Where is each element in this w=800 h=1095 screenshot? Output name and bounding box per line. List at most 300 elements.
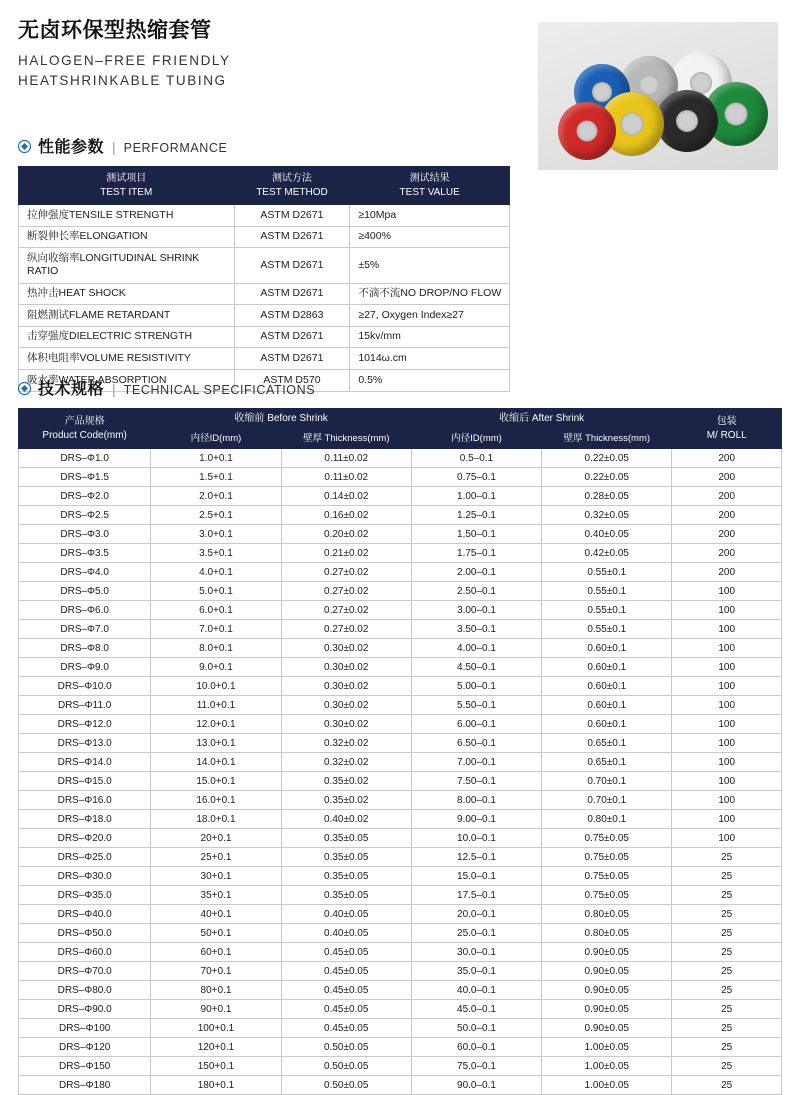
cell-product-code: DRS–Φ80.0 xyxy=(19,981,151,1000)
cell-after-id: 8.00–0.1 xyxy=(411,791,541,810)
table-row xyxy=(19,449,782,468)
cell-packing: 100 xyxy=(672,829,782,848)
cell-after-id: 4.50–0.1 xyxy=(411,658,541,677)
table-row xyxy=(19,248,510,283)
cell-before-id: 20+0.1 xyxy=(151,829,281,848)
cell-after-id: 0.5–0.1 xyxy=(411,449,541,468)
cell-product-code: DRS–Φ6.0 xyxy=(19,601,151,620)
page-title-en-line1: HALOGEN–FREE FRIENDLY xyxy=(18,53,231,69)
cell-product-code: DRS–Φ180 xyxy=(19,1076,151,1095)
cell-before-id: 35+0.1 xyxy=(151,886,281,905)
cell-after-id: 90.0–0.1 xyxy=(411,1076,541,1095)
table-row xyxy=(19,205,510,227)
product-photo-background xyxy=(538,22,778,170)
cell-test-method: ASTM D570 xyxy=(234,370,350,392)
performance-table xyxy=(18,166,510,392)
table-row xyxy=(19,639,782,658)
cell-packing: 25 xyxy=(672,867,782,886)
cell-product-code: DRS–Φ11.0 xyxy=(19,696,151,715)
cell-product-code: DRS–Φ5.0 xyxy=(19,582,151,601)
performance-section xyxy=(18,134,510,392)
cell-after-thickness: 0.70±0.1 xyxy=(542,772,672,791)
cell-after-thickness: 0.55±0.1 xyxy=(542,563,672,582)
cell-product-code: DRS–Φ16.0 xyxy=(19,791,151,810)
cell-after-id: 25.0–0.1 xyxy=(411,924,541,943)
perf-header-item xyxy=(19,167,235,205)
cell-before-thickness: 0.45±0.05 xyxy=(281,943,411,962)
cell-product-code: DRS–Φ13.0 xyxy=(19,734,151,753)
performance-title-en: PERFORMANCE xyxy=(123,141,228,155)
cell-before-id: 15.0+0.1 xyxy=(151,772,281,791)
cell-before-thickness: 0.30±0.02 xyxy=(281,677,411,696)
cell-after-id: 50.0–0.1 xyxy=(411,1019,541,1038)
cell-product-code: DRS–Φ35.0 xyxy=(19,886,151,905)
cell-after-thickness: 0.75±0.05 xyxy=(542,848,672,867)
cell-after-id: 10.0–0.1 xyxy=(411,829,541,848)
cell-before-id: 60+0.1 xyxy=(151,943,281,962)
table-row xyxy=(19,1019,782,1038)
cell-after-id: 3.50–0.1 xyxy=(411,620,541,639)
cell-packing: 100 xyxy=(672,601,782,620)
cell-packing: 25 xyxy=(672,1019,782,1038)
cell-packing: 200 xyxy=(672,563,782,582)
cell-packing: 100 xyxy=(672,677,782,696)
cell-after-id: 6.00–0.1 xyxy=(411,715,541,734)
cell-after-id: 5.00–0.1 xyxy=(411,677,541,696)
cell-before-id: 2.0+0.1 xyxy=(151,487,281,506)
cell-after-thickness: 0.90±0.05 xyxy=(542,1000,672,1019)
cell-product-code: DRS–Φ10.0 xyxy=(19,677,151,696)
roll-red xyxy=(558,102,616,160)
perf-header-method xyxy=(234,167,350,205)
perf-header-value-cn: 测试结果 xyxy=(409,173,450,184)
cell-after-id: 7.00–0.1 xyxy=(411,753,541,772)
table-row xyxy=(19,305,510,327)
cell-after-thickness: 0.55±0.1 xyxy=(542,620,672,639)
cell-before-id: 7.0+0.1 xyxy=(151,620,281,639)
cell-packing: 100 xyxy=(672,639,782,658)
cell-after-thickness: 0.90±0.05 xyxy=(542,962,672,981)
cell-before-id: 120+0.1 xyxy=(151,1038,281,1057)
cell-product-code: DRS–Φ8.0 xyxy=(19,639,151,658)
table-header-row xyxy=(19,167,510,205)
table-row xyxy=(19,326,510,348)
cell-before-thickness: 0.27±0.02 xyxy=(281,582,411,601)
table-row xyxy=(19,348,510,370)
cell-product-code: DRS–Φ90.0 xyxy=(19,1000,151,1019)
perf-header-value xyxy=(350,167,510,205)
cell-test-item: 纵向收缩率LONGITUDINAL SHRINK RATIO xyxy=(19,248,235,283)
table-row xyxy=(19,772,782,791)
cell-after-id: 12.5–0.1 xyxy=(411,848,541,867)
cell-before-id: 3.0+0.1 xyxy=(151,525,281,544)
cell-test-method: ASTM D2671 xyxy=(234,326,350,348)
cell-product-code: DRS–Φ2.5 xyxy=(19,506,151,525)
table-row xyxy=(19,924,782,943)
specifications-table xyxy=(18,408,782,1095)
cell-after-id: 5.50–0.1 xyxy=(411,696,541,715)
table-row xyxy=(19,962,782,981)
cell-product-code: DRS–Φ14.0 xyxy=(19,753,151,772)
table-row xyxy=(19,943,782,962)
cell-after-id: 6.50–0.1 xyxy=(411,734,541,753)
cell-packing: 25 xyxy=(672,924,782,943)
spec-header-before-shrink-cn: 收缩前 xyxy=(234,413,265,424)
cell-after-thickness: 0.22±0.05 xyxy=(542,449,672,468)
cell-after-thickness: 1.00±0.05 xyxy=(542,1038,672,1057)
table-row xyxy=(19,981,782,1000)
cell-after-thickness: 0.60±0.1 xyxy=(542,639,672,658)
cell-product-code: DRS–Φ40.0 xyxy=(19,905,151,924)
cell-before-thickness: 0.21±0.02 xyxy=(281,544,411,563)
cell-after-thickness: 0.80±0.05 xyxy=(542,924,672,943)
cell-before-thickness: 0.14±0.02 xyxy=(281,487,411,506)
table-row xyxy=(19,867,782,886)
cell-after-thickness: 0.75±0.05 xyxy=(542,886,672,905)
cell-packing: 100 xyxy=(672,620,782,639)
spec-header-product-code-cn: 产品规格 xyxy=(64,416,105,428)
cell-packing: 25 xyxy=(672,1057,782,1076)
cell-product-code: DRS–Φ70.0 xyxy=(19,962,151,981)
cell-product-code: DRS–Φ100 xyxy=(19,1019,151,1038)
cell-after-id: 1.50–0.1 xyxy=(411,525,541,544)
cell-test-method: ASTM D2671 xyxy=(234,283,350,305)
cell-after-thickness: 0.40±0.05 xyxy=(542,525,672,544)
cell-product-code: DRS–Φ18.0 xyxy=(19,810,151,829)
cell-before-id: 14.0+0.1 xyxy=(151,753,281,772)
cell-product-code: DRS–Φ20.0 xyxy=(19,829,151,848)
table-row xyxy=(19,905,782,924)
cell-after-thickness: 0.60±0.1 xyxy=(542,715,672,734)
cell-before-thickness: 0.20±0.02 xyxy=(281,525,411,544)
cell-before-thickness: 0.32±0.02 xyxy=(281,734,411,753)
cell-after-thickness: 0.32±0.05 xyxy=(542,506,672,525)
cell-test-item: 热冲击HEAT SHOCK xyxy=(19,283,235,305)
cell-after-thickness: 0.55±0.1 xyxy=(542,582,672,601)
performance-table-body xyxy=(19,205,510,392)
table-row xyxy=(19,506,782,525)
cell-packing: 200 xyxy=(672,468,782,487)
cell-before-thickness: 0.11±0.02 xyxy=(281,468,411,487)
cell-before-thickness: 0.35±0.02 xyxy=(281,772,411,791)
cell-before-id: 10.0+0.1 xyxy=(151,677,281,696)
cell-after-thickness: 0.90±0.05 xyxy=(542,981,672,1000)
cell-before-thickness: 0.50±0.05 xyxy=(281,1076,411,1095)
perf-header-method-cn: 测试方法 xyxy=(271,173,312,184)
cell-after-thickness: 0.90±0.05 xyxy=(542,1019,672,1038)
cell-before-thickness: 0.30±0.02 xyxy=(281,715,411,734)
cell-after-id: 45.0–0.1 xyxy=(411,1000,541,1019)
cell-before-id: 1.0+0.1 xyxy=(151,449,281,468)
performance-section-title xyxy=(18,134,510,157)
page-title-cn: 无卤环保型热缩套管 xyxy=(18,19,212,42)
cell-before-id: 2.5+0.1 xyxy=(151,506,281,525)
cell-packing: 200 xyxy=(672,506,782,525)
cell-product-code: DRS–Φ1.0 xyxy=(19,449,151,468)
cell-before-thickness: 0.32±0.02 xyxy=(281,753,411,772)
cell-test-item: 击穿强度DIELECTRIC STRENGTH xyxy=(19,326,235,348)
table-row xyxy=(19,734,782,753)
cell-test-item: 断裂伸长率ELONGATION xyxy=(19,226,235,248)
cell-packing: 25 xyxy=(672,943,782,962)
spec-header-before-shrink-en: Before Shrink xyxy=(267,413,328,424)
cell-before-id: 6.0+0.1 xyxy=(151,601,281,620)
cell-after-id: 3.00–0.1 xyxy=(411,601,541,620)
page-title-en xyxy=(18,51,518,90)
cell-after-thickness: 0.60±0.1 xyxy=(542,677,672,696)
table-row xyxy=(19,848,782,867)
cell-before-thickness: 0.45±0.05 xyxy=(281,1019,411,1038)
performance-title-separator: | xyxy=(112,139,116,155)
cell-before-thickness: 0.27±0.02 xyxy=(281,563,411,582)
cell-after-id: 20.0–0.1 xyxy=(411,905,541,924)
cell-before-id: 100+0.1 xyxy=(151,1019,281,1038)
cell-before-thickness: 0.50±0.05 xyxy=(281,1038,411,1057)
page-title-en-line2: HEATSHRINKABLE TUBING xyxy=(18,72,227,88)
cell-after-thickness: 0.60±0.1 xyxy=(542,696,672,715)
cell-after-id: 75.0–0.1 xyxy=(411,1057,541,1076)
spec-subheader-before-thickness: 壁厚 Thickness(mm) xyxy=(281,429,411,449)
cell-after-id: 60.0–0.1 xyxy=(411,1038,541,1057)
cell-packing: 25 xyxy=(672,1076,782,1095)
cell-after-thickness: 0.28±0.05 xyxy=(542,487,672,506)
cell-after-id: 0.75–0.1 xyxy=(411,468,541,487)
cell-test-value: ≥10Mpa xyxy=(350,205,510,227)
cell-before-thickness: 0.40±0.05 xyxy=(281,905,411,924)
cell-after-id: 2.00–0.1 xyxy=(411,563,541,582)
cell-before-id: 16.0+0.1 xyxy=(151,791,281,810)
spec-header-after-shrink-en: After Shrink xyxy=(531,413,585,424)
cell-after-thickness: 0.70±0.1 xyxy=(542,791,672,810)
table-row xyxy=(19,563,782,582)
cell-product-code: DRS–Φ2.0 xyxy=(19,487,151,506)
cell-after-id: 7.50–0.1 xyxy=(411,772,541,791)
cell-packing: 200 xyxy=(672,525,782,544)
table-row xyxy=(19,1076,782,1095)
cell-before-thickness: 0.11±0.02 xyxy=(281,449,411,468)
cell-after-thickness: 0.75±0.05 xyxy=(542,867,672,886)
cell-before-id: 18.0+0.1 xyxy=(151,810,281,829)
cell-before-id: 3.5+0.1 xyxy=(151,544,281,563)
cell-after-thickness: 1.00±0.05 xyxy=(542,1057,672,1076)
technical-title-en: TECHNICAL SPECIFICATIONS xyxy=(123,383,316,397)
specifications-table-body xyxy=(19,449,782,1095)
diamond-arrow-icon xyxy=(18,140,31,153)
spec-header-after-shrink xyxy=(411,409,672,430)
table-row xyxy=(19,658,782,677)
cell-product-code: DRS–Φ1.5 xyxy=(19,468,151,487)
performance-title-cn: 性能参数 xyxy=(38,139,105,156)
cell-packing: 100 xyxy=(672,772,782,791)
cell-before-id: 11.0+0.1 xyxy=(151,696,281,715)
cell-product-code: DRS–Φ12.0 xyxy=(19,715,151,734)
cell-test-value: 15kv/mm xyxy=(350,326,510,348)
spec-subheader-after-thickness: 壁厚 Thickness(mm) xyxy=(542,429,672,449)
cell-after-id: 30.0–0.1 xyxy=(411,943,541,962)
table-row xyxy=(19,544,782,563)
cell-packing: 100 xyxy=(672,753,782,772)
cell-after-thickness: 0.65±0.1 xyxy=(542,734,672,753)
cell-product-code: DRS–Φ4.0 xyxy=(19,563,151,582)
cell-test-value: ≥400% xyxy=(350,226,510,248)
cell-before-thickness: 0.30±0.02 xyxy=(281,658,411,677)
cell-before-id: 70+0.1 xyxy=(151,962,281,981)
cell-before-thickness: 0.35±0.02 xyxy=(281,791,411,810)
cell-product-code: DRS–Φ9.0 xyxy=(19,658,151,677)
cell-before-thickness: 0.50±0.05 xyxy=(281,1057,411,1076)
cell-after-thickness: 0.90±0.05 xyxy=(542,943,672,962)
table-row xyxy=(19,468,782,487)
cell-after-id: 2.50–0.1 xyxy=(411,582,541,601)
cell-product-code: DRS–Φ7.0 xyxy=(19,620,151,639)
cell-before-id: 5.0+0.1 xyxy=(151,582,281,601)
cell-before-thickness: 0.40±0.02 xyxy=(281,810,411,829)
table-row xyxy=(19,226,510,248)
cell-before-thickness: 0.45±0.05 xyxy=(281,1000,411,1019)
diamond-arrow-icon xyxy=(18,382,31,395)
spec-header-packing-en: M/ ROLL xyxy=(706,429,747,441)
table-row xyxy=(19,677,782,696)
cell-before-thickness: 0.45±0.05 xyxy=(281,981,411,1000)
cell-before-id: 80+0.1 xyxy=(151,981,281,1000)
table-row xyxy=(19,1057,782,1076)
cell-packing: 200 xyxy=(672,487,782,506)
cell-product-code: DRS–Φ50.0 xyxy=(19,924,151,943)
cell-after-thickness: 0.60±0.1 xyxy=(542,658,672,677)
perf-header-item-en: TEST ITEM xyxy=(100,186,153,198)
cell-before-id: 9.0+0.1 xyxy=(151,658,281,677)
cell-before-id: 12.0+0.1 xyxy=(151,715,281,734)
cell-test-value: 0.5% xyxy=(350,370,510,392)
cell-test-value: 1014ω.cm xyxy=(350,348,510,370)
cell-packing: 100 xyxy=(672,658,782,677)
spec-header-before-shrink xyxy=(151,409,412,430)
cell-packing: 25 xyxy=(672,905,782,924)
technical-title-cn: 技术规格 xyxy=(38,381,105,398)
table-row xyxy=(19,696,782,715)
cell-before-id: 150+0.1 xyxy=(151,1057,281,1076)
cell-test-method: ASTM D2671 xyxy=(234,248,350,283)
table-row xyxy=(19,487,782,506)
roll-black xyxy=(656,90,718,152)
cell-product-code: DRS–Φ30.0 xyxy=(19,867,151,886)
cell-packing: 25 xyxy=(672,962,782,981)
cell-before-thickness: 0.35±0.05 xyxy=(281,848,411,867)
cell-before-thickness: 0.45±0.05 xyxy=(281,962,411,981)
cell-test-value: 不滴不流NO DROP/NO FLOW xyxy=(350,283,510,305)
cell-after-thickness: 0.80±0.1 xyxy=(542,810,672,829)
cell-after-id: 4.00–0.1 xyxy=(411,639,541,658)
cell-test-item: 体积电阻率VOLUME RESISTIVITY xyxy=(19,348,235,370)
cell-after-thickness: 0.80±0.05 xyxy=(542,905,672,924)
cell-after-thickness: 0.65±0.1 xyxy=(542,753,672,772)
cell-after-id: 40.0–0.1 xyxy=(411,981,541,1000)
page-header xyxy=(18,18,518,90)
spec-header-after-shrink-cn: 收缩后 xyxy=(499,413,530,424)
spec-subheader-before-id: 内径ID(mm) xyxy=(151,429,281,449)
table-header-row-groups xyxy=(19,409,782,430)
cell-packing: 100 xyxy=(672,734,782,753)
cell-after-id: 17.5–0.1 xyxy=(411,886,541,905)
cell-before-id: 30+0.1 xyxy=(151,867,281,886)
table-row xyxy=(19,620,782,639)
cell-test-item: 吸水率WATER ABSORPTION xyxy=(19,370,235,392)
cell-packing: 100 xyxy=(672,582,782,601)
cell-after-id: 1.25–0.1 xyxy=(411,506,541,525)
cell-before-id: 8.0+0.1 xyxy=(151,639,281,658)
cell-packing: 25 xyxy=(672,981,782,1000)
cell-packing: 25 xyxy=(672,1000,782,1019)
table-row xyxy=(19,525,782,544)
spec-header-product-code xyxy=(19,409,151,449)
cell-test-method: ASTM D2671 xyxy=(234,205,350,227)
cell-packing: 25 xyxy=(672,886,782,905)
cell-after-id: 1.75–0.1 xyxy=(411,544,541,563)
cell-packing: 25 xyxy=(672,848,782,867)
spec-subheader-after-id: 内径ID(mm) xyxy=(411,429,541,449)
cell-before-id: 90+0.1 xyxy=(151,1000,281,1019)
table-row xyxy=(19,753,782,772)
cell-before-thickness: 0.27±0.02 xyxy=(281,620,411,639)
cell-before-id: 4.0+0.1 xyxy=(151,563,281,582)
cell-before-thickness: 0.30±0.02 xyxy=(281,639,411,658)
cell-packing: 100 xyxy=(672,810,782,829)
cell-before-thickness: 0.35±0.05 xyxy=(281,829,411,848)
table-row xyxy=(19,1038,782,1057)
technical-section-title xyxy=(18,376,782,399)
cell-test-method: ASTM D2863 xyxy=(234,305,350,327)
cell-after-id: 35.0–0.1 xyxy=(411,962,541,981)
table-row xyxy=(19,810,782,829)
cell-before-id: 13.0+0.1 xyxy=(151,734,281,753)
cell-packing: 100 xyxy=(672,696,782,715)
cell-before-thickness: 0.30±0.02 xyxy=(281,696,411,715)
product-photo xyxy=(538,22,778,170)
spec-header-product-code-en: Product Code(mm) xyxy=(42,429,127,441)
technical-title-separator: | xyxy=(112,381,116,397)
cell-packing: 200 xyxy=(672,544,782,563)
cell-after-id: 15.0–0.1 xyxy=(411,867,541,886)
table-row xyxy=(19,601,782,620)
table-row xyxy=(19,886,782,905)
table-row xyxy=(19,829,782,848)
cell-before-thickness: 0.35±0.05 xyxy=(281,886,411,905)
cell-after-thickness: 0.22±0.05 xyxy=(542,468,672,487)
table-row xyxy=(19,1000,782,1019)
cell-product-code: DRS–Φ60.0 xyxy=(19,943,151,962)
spec-header-packing-cn: 包装 xyxy=(716,416,737,428)
cell-before-thickness: 0.40±0.05 xyxy=(281,924,411,943)
cell-packing: 100 xyxy=(672,715,782,734)
cell-product-code: DRS–Φ150 xyxy=(19,1057,151,1076)
table-row xyxy=(19,283,510,305)
cell-packing: 25 xyxy=(672,1038,782,1057)
cell-test-method: ASTM D2671 xyxy=(234,348,350,370)
cell-product-code: DRS–Φ120 xyxy=(19,1038,151,1057)
cell-after-thickness: 0.55±0.1 xyxy=(542,601,672,620)
cell-after-id: 1.00–0.1 xyxy=(411,487,541,506)
cell-product-code: DRS–Φ3.5 xyxy=(19,544,151,563)
cell-before-id: 1.5+0.1 xyxy=(151,468,281,487)
cell-before-thickness: 0.35±0.05 xyxy=(281,867,411,886)
table-row xyxy=(19,582,782,601)
cell-packing: 100 xyxy=(672,791,782,810)
technical-specifications-section xyxy=(18,376,782,1095)
cell-after-thickness: 0.75±0.05 xyxy=(542,829,672,848)
cell-before-id: 40+0.1 xyxy=(151,905,281,924)
cell-product-code: DRS–Φ25.0 xyxy=(19,848,151,867)
cell-test-item: 阻燃测试FLAME RETARDANT xyxy=(19,305,235,327)
